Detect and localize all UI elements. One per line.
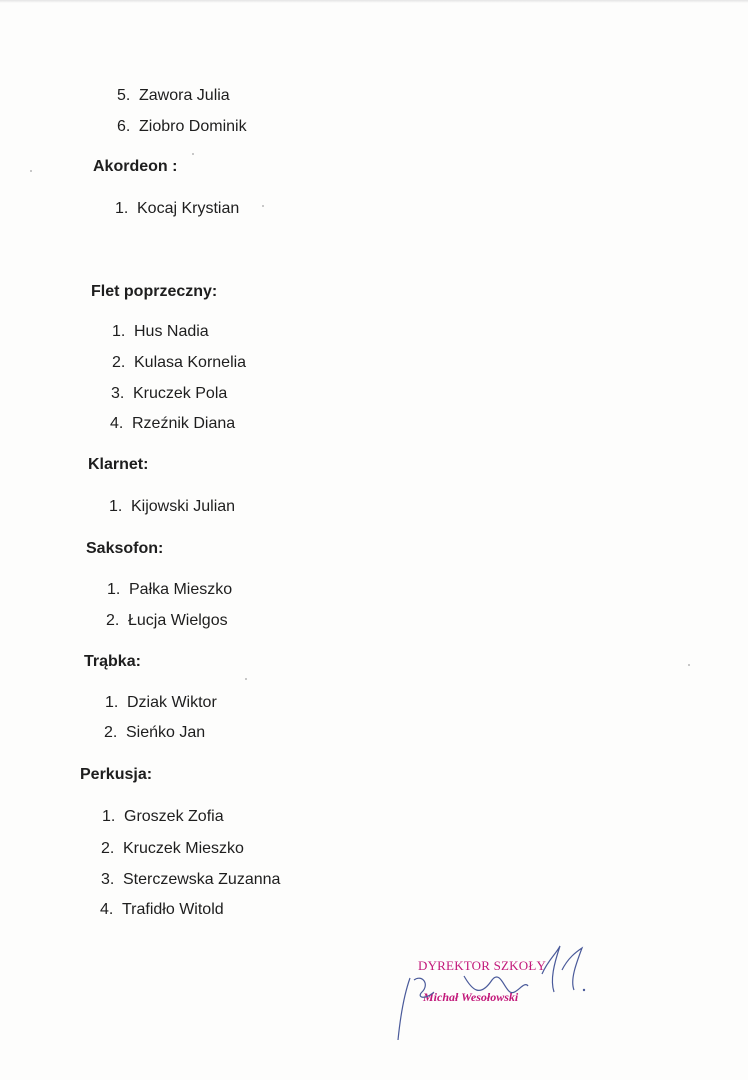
list-item: [102, 807, 224, 827]
item-number: 2.: [104, 724, 118, 741]
item-number: 3.: [111, 385, 125, 402]
item-name: Rzeźnik Diana: [132, 415, 236, 432]
list-item: [115, 199, 239, 219]
section-heading-klarnet: Klarnet:: [88, 456, 149, 473]
item-name: Łucja Wielgos: [128, 612, 228, 629]
item-name: Zawora Julia: [139, 87, 230, 104]
list-item: [117, 86, 230, 106]
scan-speck: [688, 664, 690, 666]
item-name: Hus Nadia: [134, 323, 209, 340]
list-item: [101, 839, 244, 859]
item-name: Sterczewska Zuzanna: [123, 871, 281, 888]
item-number: 1.: [102, 808, 116, 825]
item-number: 4.: [110, 415, 124, 432]
item-name: Pałka Mieszko: [129, 581, 233, 598]
scan-top-edge: [0, 0, 748, 3]
list-item: [101, 870, 280, 890]
stamp-title: DYREKTOR SZKOŁY: [418, 958, 547, 973]
item-number: 6.: [117, 118, 131, 135]
item-number: 1.: [105, 694, 119, 711]
stamp-name: Michał Wesołowski: [423, 990, 519, 1004]
scan-speck: [192, 153, 194, 155]
item-number: 1.: [109, 498, 123, 515]
scan-speck: [245, 678, 247, 680]
item-name: Kijowski Julian: [131, 498, 236, 515]
item-name: Groszek Zofia: [124, 808, 224, 825]
item-number: 5.: [117, 87, 131, 104]
item-number: 2.: [106, 612, 120, 629]
item-name: Kulasa Kornelia: [134, 354, 247, 371]
list-item: [104, 723, 205, 743]
scan-speck: [262, 205, 264, 207]
item-number: 1.: [112, 323, 126, 340]
item-name: Kruczek Pola: [133, 385, 228, 402]
list-item: [100, 900, 224, 920]
list-item: [107, 580, 232, 600]
list-item: [112, 322, 209, 342]
list-item: [112, 353, 246, 373]
item-number: 3.: [101, 871, 115, 888]
item-name: Trafidło Witold: [122, 901, 224, 918]
item-number: 4.: [100, 901, 114, 918]
item-number: 1.: [107, 581, 121, 598]
list-item: [109, 497, 235, 517]
section-heading-akordeon: Akordeon :: [93, 158, 178, 175]
list-item: [117, 117, 247, 137]
section-heading-flet: Flet poprzeczny:: [91, 283, 218, 300]
item-name: Dziak Wiktor: [127, 694, 217, 711]
item-number: 2.: [112, 354, 126, 371]
item-name: Ziobro Dominik: [139, 118, 247, 135]
list-item: [105, 693, 217, 713]
item-name: Sieńko Jan: [126, 724, 206, 741]
section-heading-trabka: Trąbka:: [84, 653, 141, 670]
list-item: [110, 414, 235, 434]
item-name: Kruczek Mieszko: [123, 840, 244, 857]
section-heading-perkusja: Perkusja:: [80, 766, 153, 783]
item-name: Kocaj Krystian: [137, 200, 240, 217]
scan-speck: [30, 170, 32, 172]
section-heading-saksofon: Saksofon:: [86, 540, 164, 557]
item-number: 2.: [101, 840, 115, 857]
item-number: 1.: [115, 200, 129, 217]
handwritten-signature: [392, 940, 592, 1050]
list-item: [111, 384, 227, 404]
list-item: [106, 611, 228, 631]
